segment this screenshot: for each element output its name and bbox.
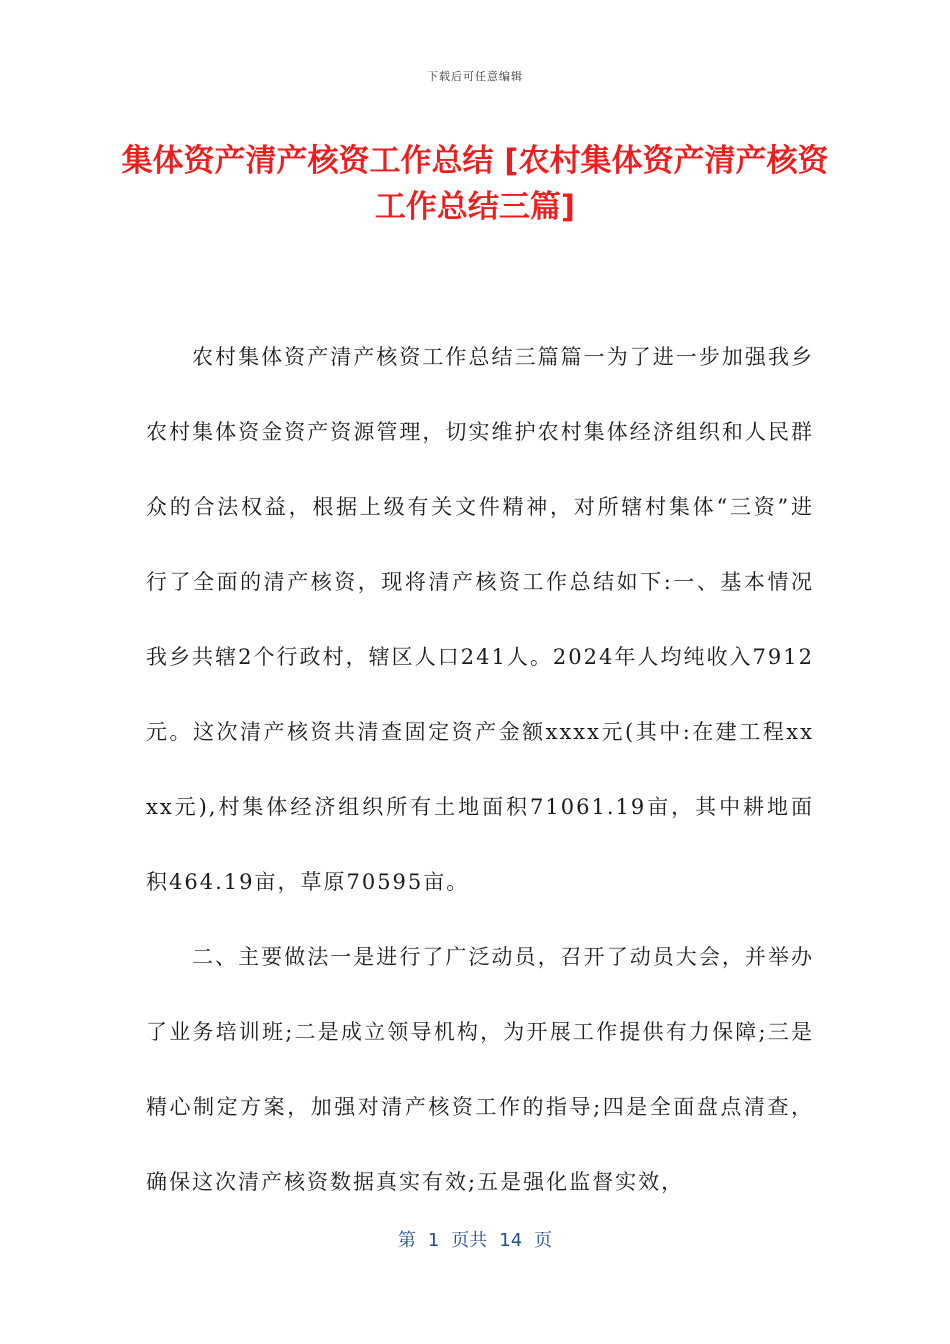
footer-label-middle: 页共 bbox=[451, 1230, 488, 1251]
document-title: 集体资产清产核资工作总结 [农村集体资产清产核资工作总结三篇] bbox=[121, 143, 829, 225]
paragraph-1: 农村集体资产清产核资工作总结三篇篇一为了进一步加强我乡农村集体资金资产资源管理，切实维护农村集体经济组织和人民群众的合法权益，根据上级有关文件精神，对所辖村集体“三资”进行了全面的清产核资，现将清产核资工作总结如下:一、基本情况我乡共辖2个行政村，辖区人口241人。2024年人均纯收入7912元。这次清产核资共清查固定资产金额xxxx元(其中:在建工程xxxx元),村集体经济组织所有土地面积71061.19亩，其中耕地面积464.19亩，草原70595亩。 bbox=[146, 345, 814, 894]
footer-page-total: 14 bbox=[499, 1230, 523, 1251]
footer-label-prefix: 第 bbox=[397, 1230, 416, 1251]
paragraph-2: 二、主要做法一是进行了广泛动员，召开了动员大会，并举办了业务培训班;二是成立领导机构，为开展工作提供有力保障;三是精心制定方案，加强对清产核资工作的指导;四是全面盘点清查，确保这次清产核资数据真实有效;五是强化监督实效， bbox=[146, 945, 814, 1194]
footer-page-current: 1 bbox=[427, 1230, 440, 1251]
footer-label-suffix: 页 bbox=[534, 1230, 553, 1251]
page-footer bbox=[0, 1226, 950, 1252]
header-note: 下载后可任意编辑 bbox=[427, 70, 523, 83]
document-body bbox=[146, 320, 814, 1220]
